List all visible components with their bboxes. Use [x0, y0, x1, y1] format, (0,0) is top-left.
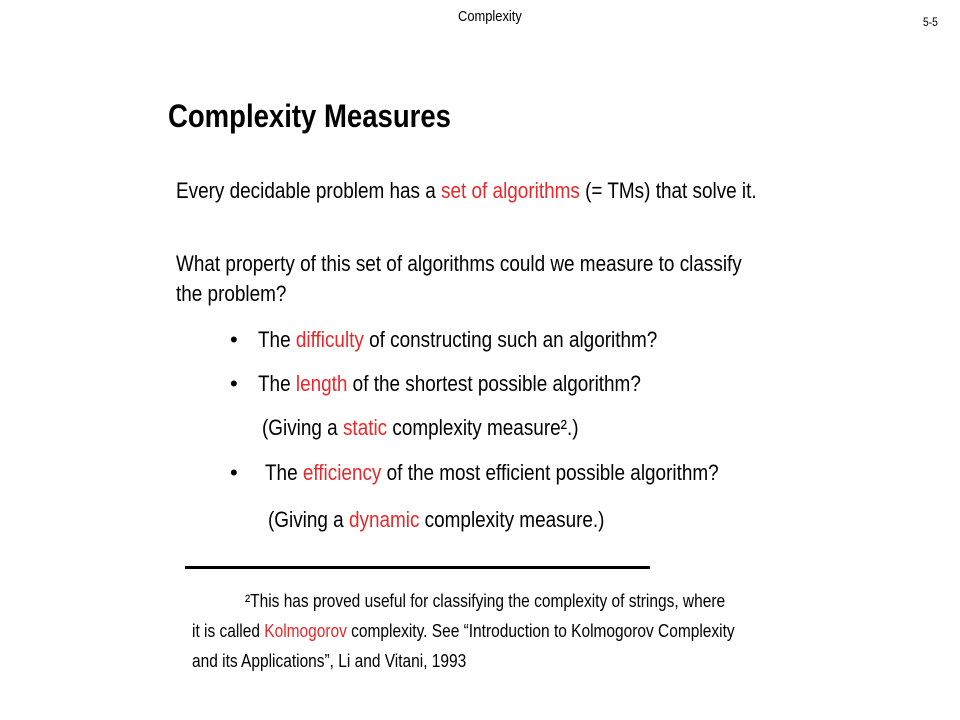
footnote-divider: [185, 566, 650, 569]
note-dynamic: (Giving a dynamic complexity measure.): [268, 507, 605, 532]
intro-paragraph: Every decidable problem has a set of algorithms (= TMs) that solve it.: [176, 178, 757, 203]
highlight-efficiency: efficiency: [302, 460, 382, 485]
footnote-line-3: and its Applications”, Li and Vitani, 1993: [192, 651, 467, 671]
highlight-dynamic: dynamic: [348, 507, 420, 532]
bullet-marker: •: [230, 460, 238, 485]
highlight-difficulty: difficulty: [295, 327, 364, 352]
highlight-length: length: [295, 371, 348, 396]
bullet-marker: •: [230, 371, 238, 396]
footnote-line-1: ²This has proved useful for classifying the complexity of strings, where: [245, 591, 726, 611]
highlight-kolmogorov: Kolmogorov: [264, 621, 347, 641]
highlight-static: static: [342, 415, 388, 440]
highlight-set-of-algorithms: set of algorithms: [441, 178, 580, 203]
question-paragraph: What property of this set of algorithms could we measure to classify the problem?: [176, 251, 742, 306]
bullet-marker: •: [230, 327, 238, 352]
bullet-item-length: The length of the shortest possible algorithm?: [258, 371, 641, 396]
slide-title: Complexity Measures: [168, 98, 451, 134]
note-static: (Giving a static complexity measure².): [262, 415, 579, 440]
bullet-item-efficiency: The efficiency of the most efficient possible algorithm?: [265, 460, 719, 485]
page-number: 5-5: [923, 15, 938, 29]
bullet-item-difficulty: The difficulty of constructing such an algorithm?: [258, 327, 658, 352]
header-title: Complexity: [457, 8, 522, 25]
footnote-line-2: it is called Kolmogorov complexity. See “Introduction to Kolmogorov Complexity: [192, 621, 735, 641]
